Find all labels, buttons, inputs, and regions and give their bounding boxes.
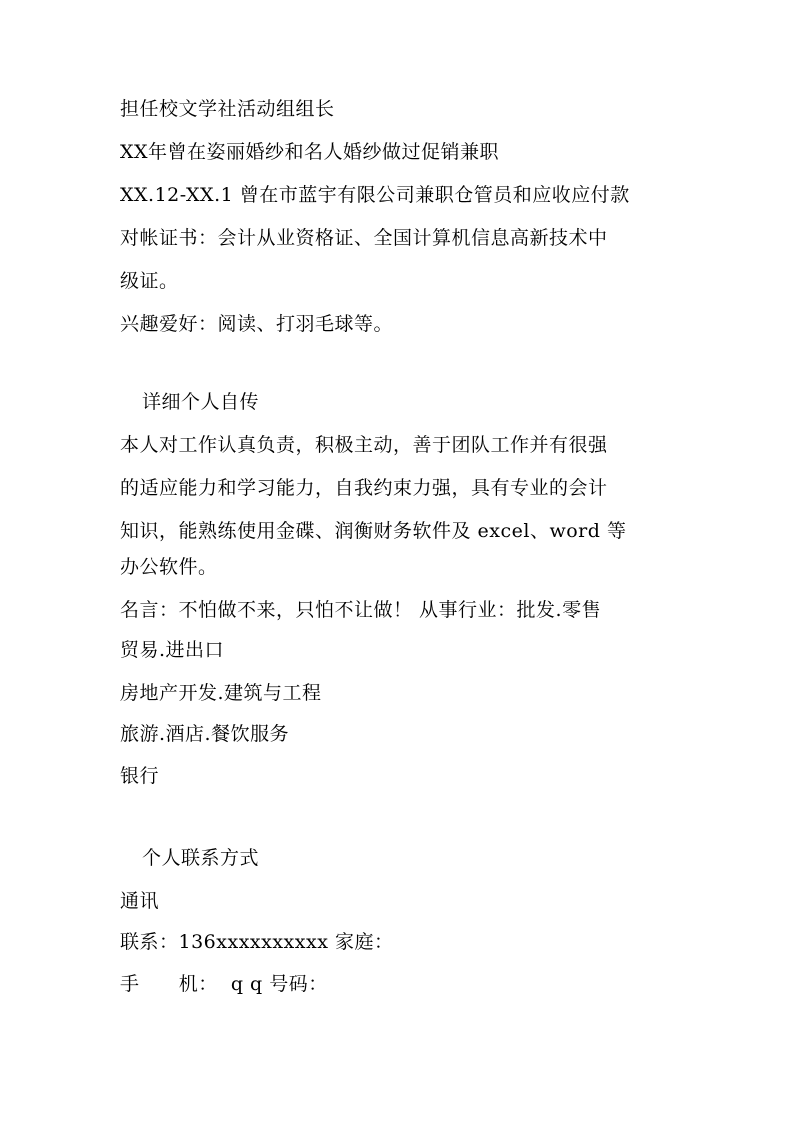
industry-line-4: 银行 xyxy=(120,765,160,787)
autobiography-line-1: 本人对工作认真负责，积极主动，善于团队工作并有很强 xyxy=(120,434,608,456)
industry-line-2: 房地产开发.建筑与工程 xyxy=(120,682,322,704)
contact-line-2: 联系：136xxxxxxxxxx 家庭： xyxy=(120,931,394,953)
contact-heading: 个人联系方式 xyxy=(142,847,260,869)
experience-line-1: 担任校文学社活动组组长 xyxy=(120,98,335,120)
contact-line-3: 手 机： q q 号码： xyxy=(120,973,328,995)
industry-line-3: 旅游.酒店.餐饮服务 xyxy=(120,723,290,745)
industry-line-1: 贸易.进出口 xyxy=(120,639,225,661)
certificate-line: 对帐证书：会计从业资格证、全国计算机信息高新技术中 xyxy=(120,227,608,249)
autobiography-heading: 详细个人自传 xyxy=(142,391,260,413)
autobiography-line-3: 知识，能熟练使用金碟、润衡财务软件及 excel、word 等 xyxy=(120,520,627,542)
experience-line-3: XX.12-XX.1 曾在市蓝宇有限公司兼职仓管员和应收应付款 xyxy=(120,184,630,206)
autobiography-line-4: 办公软件。 xyxy=(120,556,218,578)
contact-line-1: 通讯 xyxy=(120,890,160,912)
autobiography-line-2: 的适应能力和学习能力，自我约束力强，具有专业的会计 xyxy=(120,477,608,499)
motto-line: 名言：不怕做不来，只怕不让做！ 从事行业：批发.零售 xyxy=(120,599,602,621)
experience-line-2: XX年曾在姿丽婚纱和名人婚纱做过促销兼职 xyxy=(120,141,500,163)
hobbies-line: 兴趣爱好：阅读、打羽毛球等。 xyxy=(120,313,394,335)
certificate-line-cont: 级证。 xyxy=(120,270,179,292)
